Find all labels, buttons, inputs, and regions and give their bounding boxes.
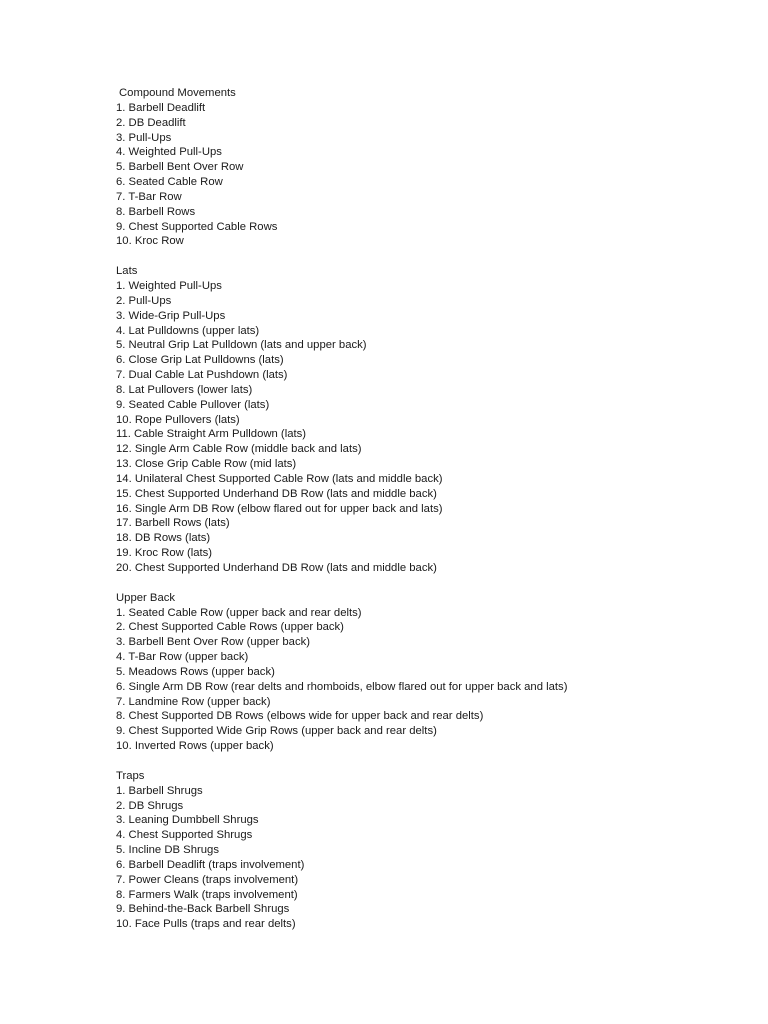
list-item: 6. Barbell Deadlift (traps involvement) <box>116 858 305 871</box>
list-item: 4. Chest Supported Shrugs <box>116 829 253 842</box>
list-item: 5. Barbell Bent Over Row <box>116 161 244 174</box>
list-item: 9. Behind-the-Back Barbell Shrugs <box>116 903 290 916</box>
list-item: 2. DB Shrugs <box>116 799 184 812</box>
list-item: 10. Rope Pullovers (lats) <box>116 413 240 426</box>
list-item: 2. Pull-Ups <box>116 294 172 307</box>
list-item: 11. Cable Straight Arm Pulldown (lats) <box>116 428 307 441</box>
list-item: 18. DB Rows (lats) <box>116 532 211 545</box>
list-item: 13. Close Grip Cable Row (mid lats) <box>116 458 297 471</box>
list-item: 7. Power Cleans (traps involvement) <box>116 873 299 886</box>
list-item: 3. Wide-Grip Pull-Ups <box>116 309 226 322</box>
list-item: 7. Landmine Row (upper back) <box>116 695 271 708</box>
list-item: 8. Barbell Rows <box>116 205 196 218</box>
list-item: 3. Barbell Bent Over Row (upper back) <box>116 636 311 649</box>
list-item: 10. Inverted Rows (upper back) <box>116 740 274 753</box>
list-item: 6. Close Grip Lat Pulldowns (lats) <box>116 354 284 367</box>
list-item: 8. Farmers Walk (traps involvement) <box>116 888 298 901</box>
list-item: 1. Barbell Deadlift <box>116 101 206 114</box>
list-item: 5. Meadows Rows (upper back) <box>116 665 275 678</box>
section-heading: Lats <box>116 265 138 278</box>
section-heading: Upper Back <box>116 591 176 604</box>
list-item: 16. Single Arm DB Row (elbow flared out for upper back and lats) <box>116 502 443 515</box>
list-item: 12. Single Arm Cable Row (middle back and lats) <box>116 443 362 456</box>
section-heading: Traps <box>116 769 145 782</box>
list-item: 9. Chest Supported Cable Rows <box>116 220 278 233</box>
list-item: 9. Chest Supported Wide Grip Rows (upper back and rear delts) <box>116 725 437 738</box>
list-item: 4. T-Bar Row (upper back) <box>116 651 249 664</box>
list-item: 14. Unilateral Chest Supported Cable Row (lats and middle back) <box>116 472 443 485</box>
list-item: 9. Seated Cable Pullover (lats) <box>116 398 270 411</box>
list-item: 17. Barbell Rows (lats) <box>116 517 230 530</box>
section-lats <box>116 264 748 576</box>
list-item: 10. Face Pulls (traps and rear delts) <box>116 918 296 931</box>
list-item: 1. Seated Cable Row (upper back and rear delts) <box>116 606 362 619</box>
list-item: 7. T-Bar Row <box>116 190 182 203</box>
list-item: 8. Lat Pullovers (lower lats) <box>116 383 253 396</box>
list-item: 2. DB Deadlift <box>116 116 186 129</box>
document-page <box>116 86 748 932</box>
list-item: 5. Neutral Grip Lat Pulldown (lats and upper back) <box>116 339 367 352</box>
list-item: 1. Weighted Pull-Ups <box>116 279 222 292</box>
section-upper-back <box>116 591 748 754</box>
list-item: 19. Kroc Row (lats) <box>116 547 213 560</box>
list-item: 20. Chest Supported Underhand DB Row (lats and middle back) <box>116 562 437 574</box>
list-item: 5. Incline DB Shrugs <box>116 844 219 857</box>
list-item: 10. Kroc Row <box>116 235 184 248</box>
list-item: 4. Lat Pulldowns (upper lats) <box>116 324 260 337</box>
section-heading: Compound Movements <box>119 87 236 99</box>
list-item: 6. Seated Cable Row <box>116 176 223 189</box>
section-compound-movements <box>116 86 748 249</box>
list-item: 3. Leaning Dumbbell Shrugs <box>116 814 259 827</box>
list-item: 2. Chest Supported Cable Rows (upper back) <box>116 621 344 634</box>
list-item: 3. Pull-Ups <box>116 131 172 144</box>
list-item: 7. Dual Cable Lat Pushdown (lats) <box>116 369 288 382</box>
list-item: 4. Weighted Pull-Ups <box>116 146 222 159</box>
list-item: 6. Single Arm DB Row (rear delts and rhomboids, elbow flared out for upper back and lats) <box>116 680 568 693</box>
list-item: 8. Chest Supported DB Rows (elbows wide for upper back and rear delts) <box>116 710 484 723</box>
list-item: 1. Barbell Shrugs <box>116 784 203 797</box>
section-traps <box>116 769 748 932</box>
list-item: 15. Chest Supported Underhand DB Row (lats and middle back) <box>116 487 437 500</box>
